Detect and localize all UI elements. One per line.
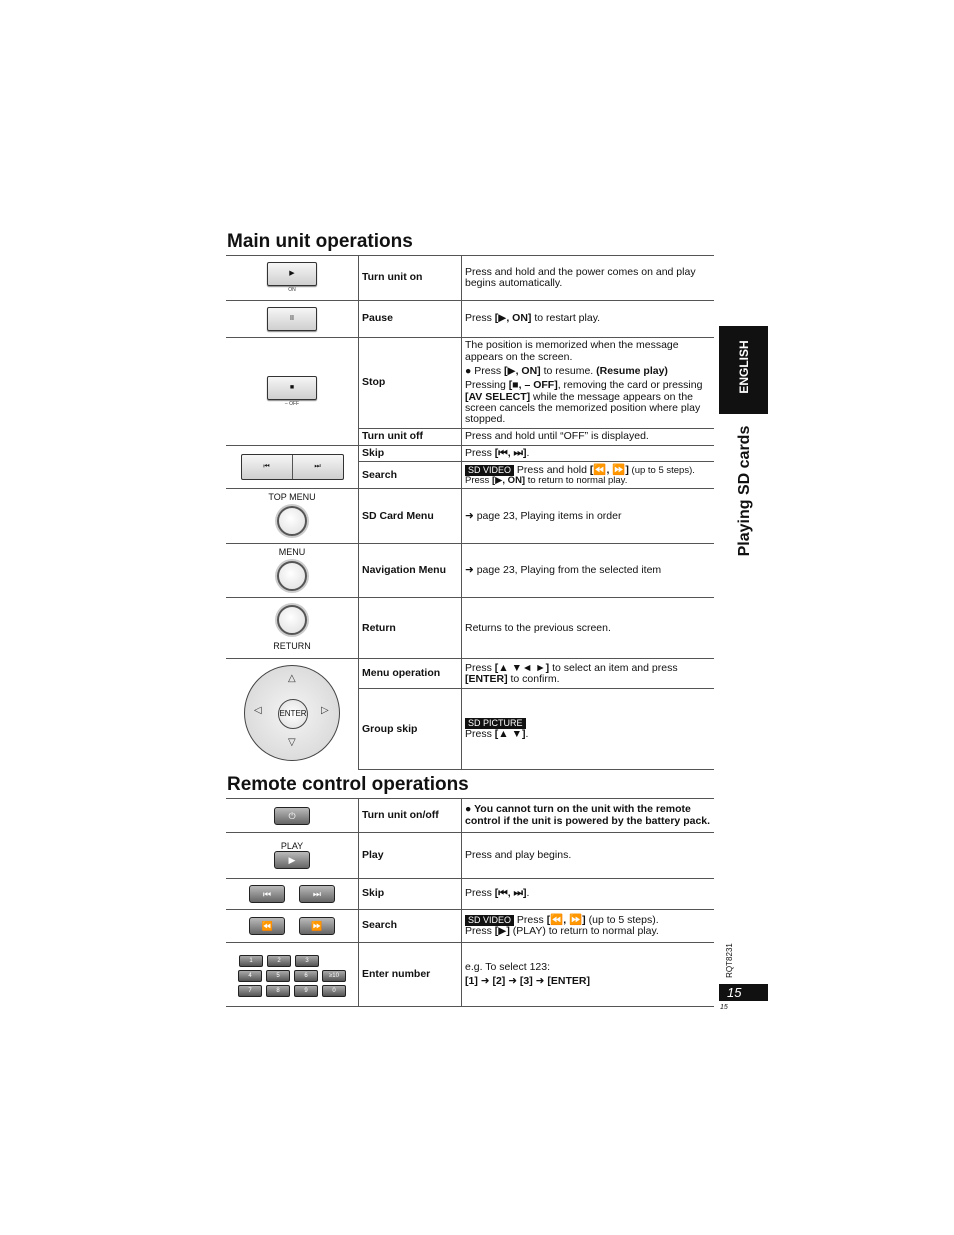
enter-button[interactable]: ENTER	[278, 699, 308, 729]
pause-button[interactable]: II	[267, 307, 317, 331]
row-description: SD VIDEO Press [⏪, ⏩] (up to 5 steps). Press [▶] (PLAY) to return to normal play.	[462, 910, 715, 943]
menu-label: MENU	[278, 546, 306, 557]
play-icon[interactable]: ▶	[274, 851, 310, 869]
key-1[interactable]: 1	[239, 955, 263, 967]
row-label: Turn unit on/off	[359, 799, 462, 833]
table-row	[226, 338, 714, 429]
page-number: 15	[719, 984, 768, 1001]
row-label: Search	[359, 910, 462, 943]
table-row	[226, 943, 714, 1007]
key-0[interactable]: 0	[322, 985, 346, 997]
row-description: Press [⏮, ⏭].	[462, 879, 715, 910]
main-unit-title: Main unit operations	[227, 231, 413, 252]
row-description: Press [⏮, ⏭].	[462, 446, 715, 462]
page-number-small: 15	[720, 1004, 728, 1011]
skip-next-icon[interactable]: ⏭	[299, 885, 335, 903]
row-label: Turn unit on	[359, 256, 462, 301]
return-button[interactable]	[277, 605, 307, 635]
play-button-cell	[226, 833, 359, 879]
key-10-plus[interactable]: ≥10	[322, 970, 346, 982]
direction-pad[interactable]	[244, 665, 340, 761]
key-6[interactable]: 6	[294, 970, 318, 982]
right-arrow-icon[interactable]: ▷	[321, 704, 329, 716]
left-arrow-icon[interactable]: ◁	[254, 704, 262, 716]
row-description: Press and play begins.	[462, 833, 715, 879]
table-row	[226, 489, 714, 544]
language-label: ENGLISH	[737, 340, 751, 394]
row-label: Search	[359, 462, 462, 489]
remote-control-title: Remote control operations	[227, 774, 469, 795]
row-label: Return	[359, 598, 462, 659]
key-7[interactable]: 7	[238, 985, 262, 997]
main-unit-table	[226, 255, 714, 770]
play-on-button[interactable]: ▶	[267, 262, 317, 286]
stop-button-cell	[226, 338, 359, 446]
row-description: Press [▲ ▼◄ ►] to select an item and press [ENTER] to confirm.	[462, 659, 715, 689]
table-row	[226, 256, 714, 301]
key-9[interactable]: 9	[294, 985, 318, 997]
return-label: RETURN	[273, 641, 311, 652]
row-label: Menu operation	[359, 659, 462, 689]
play-on-button-cell	[226, 256, 359, 301]
document-code: RQT8231	[724, 943, 734, 978]
dpad-cell	[226, 659, 359, 770]
row-label: Play	[359, 833, 462, 879]
row-label: Skip	[359, 879, 462, 910]
on-caption: ON	[288, 287, 296, 294]
key-5[interactable]: 5	[266, 970, 290, 982]
row-description: SD PICTURE Press [▲ ▼].	[462, 689, 715, 770]
row-description: ● You cannot turn on the unit with the remote control if the unit is powered by the battery pack.	[462, 799, 715, 833]
skip-buttons-cell	[226, 879, 359, 910]
section-title: Playing SD cards	[736, 425, 753, 557]
row-label: SD Card Menu	[359, 489, 462, 544]
table-row	[226, 833, 714, 879]
row-description: Press and hold and the power comes on and play begins automatically.	[462, 256, 715, 301]
row-description: The position is memorized when the message appears on the screen. ● Press [▶, ON] to resume. (Resume play) Pressing [■, – OFF], removing the card or pressing [AV SELECT] while the message appears on the screen cancels the memorized position where play stopped.	[462, 338, 715, 429]
row-label: Navigation Menu	[359, 544, 462, 598]
row-label: Skip	[359, 446, 462, 462]
skip-button-pair	[241, 454, 344, 480]
sd-picture-badge: SD PICTURE	[465, 718, 526, 729]
return-button-cell	[226, 598, 359, 659]
row-description: ➜ page 23, Playing from the selected item	[462, 544, 715, 598]
table-row	[226, 910, 714, 943]
power-icon[interactable]: ⏻	[274, 807, 310, 825]
pause-button-cell	[226, 301, 359, 338]
table-row	[226, 301, 714, 338]
key-2[interactable]: 2	[267, 955, 291, 967]
power-button-cell	[226, 799, 359, 833]
top-menu-button[interactable]	[277, 506, 307, 536]
row-description: Press [▶, ON] to restart play.	[462, 301, 715, 338]
row-description: ➜ page 23, Playing items in order	[462, 489, 715, 544]
skip-next-button[interactable]: ⏭	[292, 455, 343, 479]
table-row	[226, 598, 714, 659]
row-label: Enter number	[359, 943, 462, 1007]
row-label: Turn unit off	[359, 429, 462, 446]
stop-off-button[interactable]: ■	[267, 376, 317, 400]
menu-button[interactable]	[277, 561, 307, 591]
menu-button-cell	[226, 544, 359, 598]
key-3[interactable]: 3	[295, 955, 319, 967]
sd-video-badge: SD VIDEO	[465, 465, 514, 476]
top-menu-button-cell	[226, 489, 359, 544]
row-label: Stop	[359, 338, 462, 429]
table-row	[226, 446, 714, 462]
rewind-icon[interactable]: ⏪	[249, 917, 285, 935]
skip-search-button-cell	[226, 446, 359, 489]
play-label: PLAY	[280, 840, 304, 851]
row-label: Group skip	[359, 689, 462, 770]
row-description: e.g. To select 123: [1] ➜ [2] ➜ [3] ➜ [ENTER]	[462, 943, 715, 1007]
down-arrow-icon[interactable]: ▽	[288, 736, 296, 748]
row-label: Pause	[359, 301, 462, 338]
remote-control-table	[226, 798, 714, 1007]
skip-prev-button[interactable]: ⏮	[263, 463, 270, 471]
keypad-cell	[226, 943, 359, 1007]
row-description: Returns to the previous screen.	[462, 598, 715, 659]
off-caption: – OFF	[284, 400, 300, 407]
fast-forward-icon[interactable]: ⏩	[299, 917, 335, 935]
table-row	[226, 799, 714, 833]
row-description: Press and hold until “OFF” is displayed.	[462, 429, 715, 446]
skip-prev-icon[interactable]: ⏮	[249, 885, 285, 903]
language-tab	[719, 326, 768, 414]
sd-video-badge: SD VIDEO	[465, 915, 514, 926]
row-description: SD VIDEO Press and hold [⏪, ⏩] (up to 5 steps). Press [▶, ON] to return to normal play.	[462, 462, 715, 489]
numeric-keypad	[226, 952, 358, 997]
key-4[interactable]: 4	[238, 970, 262, 982]
top-menu-label: TOP MENU	[268, 492, 316, 503]
table-row	[226, 659, 714, 689]
table-row	[226, 879, 714, 910]
key-8[interactable]: 8	[266, 985, 290, 997]
table-row	[226, 544, 714, 598]
search-buttons-cell	[226, 910, 359, 943]
up-arrow-icon[interactable]: △	[288, 672, 296, 684]
